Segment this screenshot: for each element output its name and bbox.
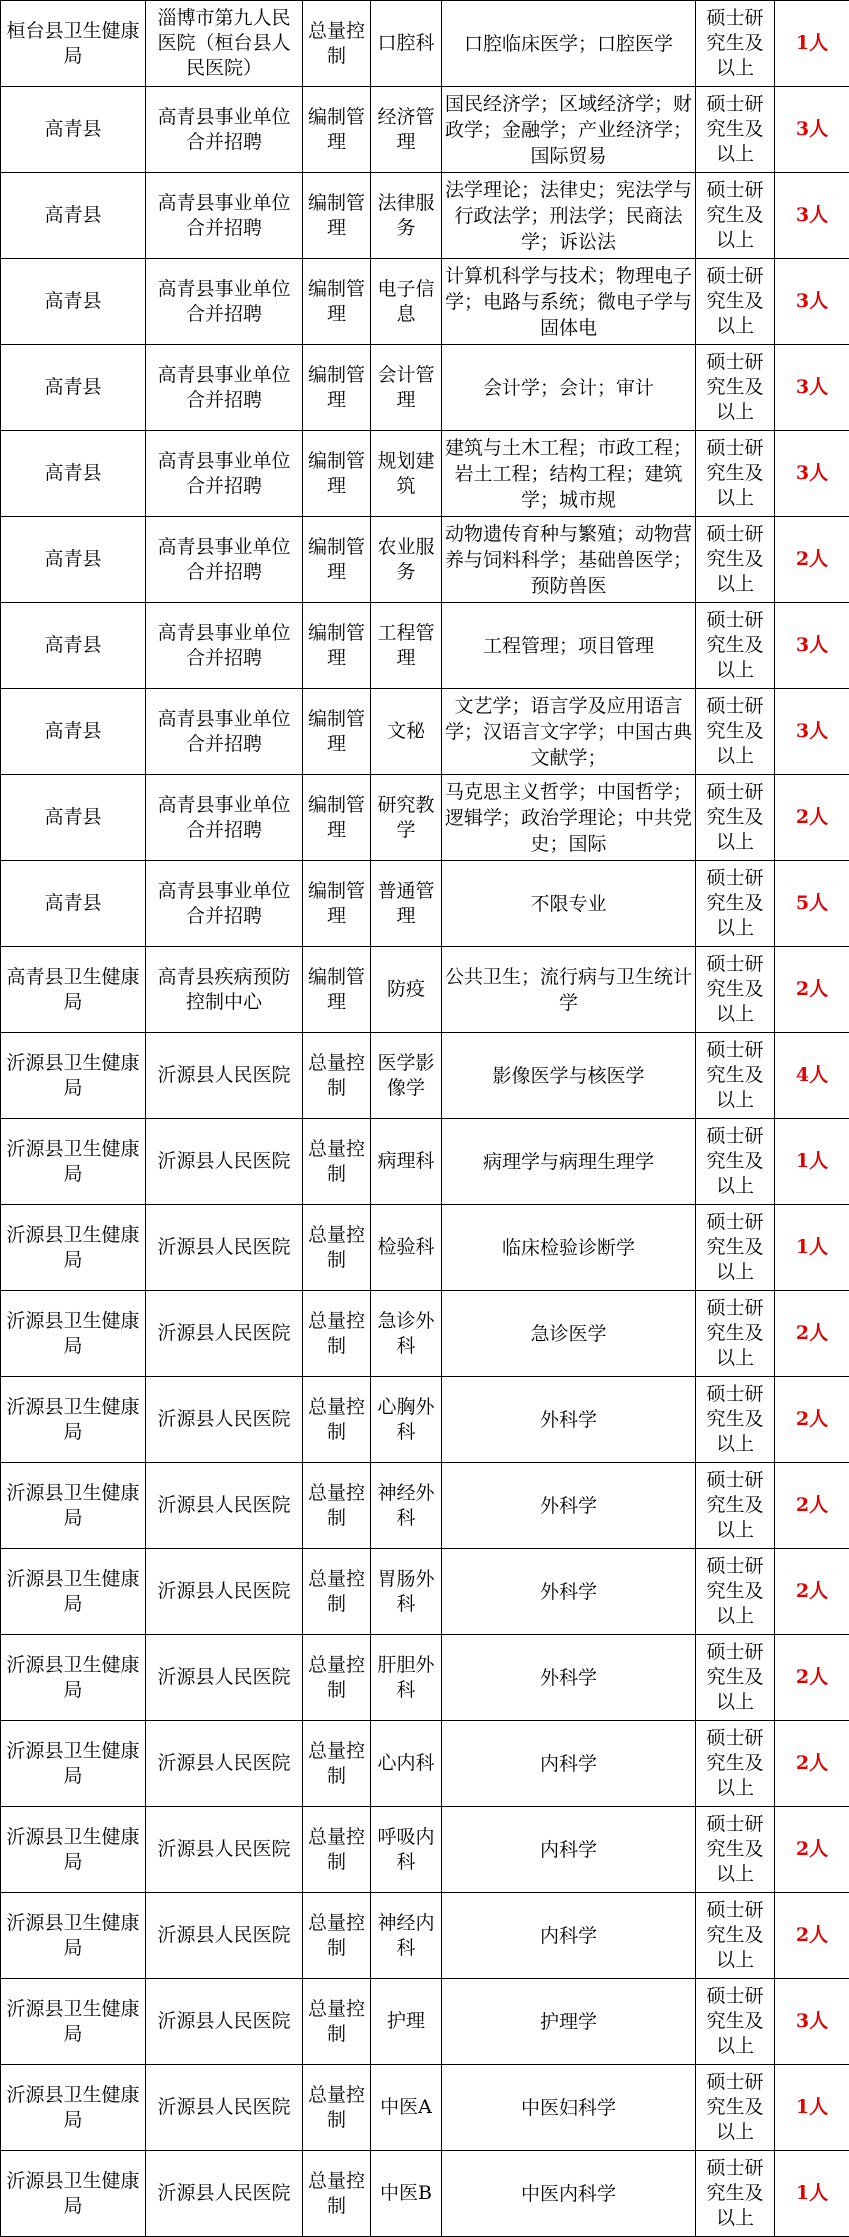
cell-type: 总量控制 [303, 1377, 371, 1463]
cell-edu: 硕士研究生及以上 [696, 2151, 775, 2237]
cell-major [442, 1119, 696, 1205]
cell-post: 心胸外科 [371, 1377, 442, 1463]
cell-major [442, 775, 696, 861]
cell-post: 神经内科 [371, 1893, 442, 1979]
cell-type: 总量控制 [303, 1291, 371, 1377]
cell-type: 总量控制 [303, 1205, 371, 1291]
table-row [1, 1119, 849, 1205]
cell-count: 3人 [775, 87, 849, 173]
cell-major [442, 1205, 696, 1291]
cell-count: 3人 [775, 431, 849, 517]
cell-unit: 高青县事业单位合并招聘 [146, 775, 303, 861]
cell-major [442, 689, 696, 775]
cell-major [442, 1807, 696, 1893]
cell-post: 中医B [371, 2151, 442, 2237]
cell-unit: 沂源县人民医院 [146, 1721, 303, 1807]
cell-edu: 硕士研究生及以上 [696, 1119, 775, 1205]
cell-unit: 高青县事业单位合并招聘 [146, 345, 303, 431]
cell-post: 胃肠外科 [371, 1549, 442, 1635]
cell-type: 总量控制 [303, 1893, 371, 1979]
cell-edu: 硕士研究生及以上 [696, 431, 775, 517]
cell-unit: 高青县事业单位合并招聘 [146, 689, 303, 775]
cell-post: 电子信息 [371, 259, 442, 345]
cell-dept: 沂源县卫生健康局 [1, 1807, 146, 1893]
cell-dept: 高青县 [1, 603, 146, 689]
cell-post: 防疫 [371, 947, 442, 1033]
cell-major-text: 护理学 [539, 2010, 597, 2033]
cell-unit: 沂源县人民医院 [146, 1549, 303, 1635]
cell-edu: 硕士研究生及以上 [696, 1807, 775, 1893]
cell-edu: 硕士研究生及以上 [696, 947, 775, 1033]
cell-major-text: 中医妇科学 [520, 2096, 616, 2119]
cell-count: 1人 [775, 1205, 849, 1291]
cell-unit: 沂源县人民医院 [146, 1119, 303, 1205]
cell-edu: 硕士研究生及以上 [696, 1549, 775, 1635]
cell-dept: 沂源县卫生健康局 [1, 1979, 146, 2065]
cell-edu: 硕士研究生及以上 [696, 2065, 775, 2151]
cell-major [442, 259, 696, 345]
cell-unit: 沂源县人民医院 [146, 2151, 303, 2237]
cell-count: 2人 [775, 1893, 849, 1979]
cell-edu: 硕士研究生及以上 [696, 1721, 775, 1807]
cell-count: 1人 [775, 1119, 849, 1205]
cell-type: 总量控制 [303, 2151, 371, 2237]
cell-post: 呼吸内科 [371, 1807, 442, 1893]
table-row [1, 87, 849, 173]
cell-major-text: 建筑与土木工程；市政工程；岩土工程；结构工程；建筑学；城市规 [445, 436, 692, 511]
cell-edu: 硕士研究生及以上 [696, 1205, 775, 1291]
cell-major-text: 外科学 [539, 1666, 597, 1689]
cell-post: 护理 [371, 1979, 442, 2065]
cell-unit: 沂源县人民医院 [146, 1893, 303, 1979]
cell-post: 会计管理 [371, 345, 442, 431]
table-row [1, 947, 849, 1033]
cell-unit: 沂源县人民医院 [146, 1033, 303, 1119]
cell-dept: 沂源县卫生健康局 [1, 1721, 146, 1807]
cell-post: 普通管理 [371, 861, 442, 947]
cell-major-text: 口腔临床医学；口腔医学 [463, 32, 673, 55]
table-row [1, 1463, 849, 1549]
cell-edu: 硕士研究生及以上 [696, 689, 775, 775]
cell-count: 5人 [775, 861, 849, 947]
cell-count: 3人 [775, 1979, 849, 2065]
cell-major [442, 1549, 696, 1635]
cell-type: 编制管理 [303, 431, 371, 517]
cell-major-text: 内科学 [539, 1752, 597, 1775]
cell-count: 2人 [775, 1291, 849, 1377]
cell-major [442, 1979, 696, 2065]
cell-dept: 沂源县卫生健康局 [1, 1205, 146, 1291]
cell-unit: 高青县事业单位合并招聘 [146, 431, 303, 517]
cell-major [442, 1291, 696, 1377]
table-row [1, 1635, 849, 1721]
cell-dept: 沂源县卫生健康局 [1, 1033, 146, 1119]
cell-major [442, 2151, 696, 2237]
cell-unit: 高青县事业单位合并招聘 [146, 517, 303, 603]
cell-unit: 沂源县人民医院 [146, 1291, 303, 1377]
cell-count: 2人 [775, 775, 849, 861]
cell-major-text: 计算机科学与技术；物理电子学；电路与系统；微电子学与固体电 [445, 264, 692, 339]
cell-count: 2人 [775, 1635, 849, 1721]
cell-count: 2人 [775, 517, 849, 603]
cell-post: 口腔科 [371, 1, 442, 87]
cell-dept: 沂源县卫生健康局 [1, 1893, 146, 1979]
cell-unit: 高青县事业单位合并招聘 [146, 87, 303, 173]
cell-major-text: 影像医学与核医学 [492, 1064, 645, 1087]
cell-dept: 沂源县卫生健康局 [1, 2065, 146, 2151]
cell-post: 经济管理 [371, 87, 442, 173]
cell-type: 总量控制 [303, 1635, 371, 1721]
cell-major [442, 947, 696, 1033]
cell-major [442, 1635, 696, 1721]
cell-dept: 高青县 [1, 775, 146, 861]
cell-major-text: 动物遗传育种与繁殖；动物营养与饲料科学；基础兽医学；预防兽医 [445, 522, 692, 597]
table-row [1, 1721, 849, 1807]
cell-count: 1人 [775, 2151, 849, 2237]
cell-unit: 高青县事业单位合并招聘 [146, 259, 303, 345]
cell-major [442, 345, 696, 431]
cell-edu: 硕士研究生及以上 [696, 1979, 775, 2065]
cell-unit: 高青县事业单位合并招聘 [146, 603, 303, 689]
cell-major-text: 不限专业 [530, 892, 607, 915]
cell-count: 2人 [775, 1549, 849, 1635]
cell-count: 4人 [775, 1033, 849, 1119]
cell-major-text: 中医内科学 [520, 2182, 616, 2205]
cell-count: 2人 [775, 947, 849, 1033]
cell-major [442, 1721, 696, 1807]
cell-post: 农业服务 [371, 517, 442, 603]
cell-unit: 高青县疾病预防控制中心 [146, 947, 303, 1033]
cell-count: 3人 [775, 345, 849, 431]
cell-edu: 硕士研究生及以上 [696, 861, 775, 947]
table-row [1, 1807, 849, 1893]
cell-type: 编制管理 [303, 861, 371, 947]
cell-major-text: 会计学；会计；审计 [482, 376, 654, 399]
cell-type: 总量控制 [303, 1033, 371, 1119]
cell-dept: 桓台县卫生健康局 [1, 1, 146, 87]
cell-unit: 沂源县人民医院 [146, 1205, 303, 1291]
cell-unit: 高青县事业单位合并招聘 [146, 173, 303, 259]
cell-major [442, 173, 696, 259]
cell-dept: 高青县 [1, 517, 146, 603]
table-row [1, 173, 849, 259]
cell-unit: 沂源县人民医院 [146, 1979, 303, 2065]
table-row [1, 345, 849, 431]
cell-count: 2人 [775, 1463, 849, 1549]
cell-type: 总量控制 [303, 1119, 371, 1205]
cell-major-text: 工程管理；项目管理 [482, 634, 654, 657]
cell-type: 编制管理 [303, 173, 371, 259]
cell-edu: 硕士研究生及以上 [696, 1, 775, 87]
cell-post: 中医A [371, 2065, 442, 2151]
cell-count: 1人 [775, 2065, 849, 2151]
table-row [1, 1893, 849, 1979]
cell-edu: 硕士研究生及以上 [696, 775, 775, 861]
cell-major-text: 国民经济学；区域经济学；财政学；金融学；产业经济学；国际贸易 [445, 92, 692, 167]
cell-major-text: 公共卫生；流行病与卫生统计学 [445, 965, 692, 1014]
table-row [1, 689, 849, 775]
cell-unit: 淄博市第九人民医院（桓台县人民医院） [146, 1, 303, 87]
cell-unit: 沂源县人民医院 [146, 1635, 303, 1721]
cell-post: 文秘 [371, 689, 442, 775]
cell-major [442, 2065, 696, 2151]
cell-edu: 硕士研究生及以上 [696, 1635, 775, 1721]
cell-post: 规划建筑 [371, 431, 442, 517]
cell-post: 检验科 [371, 1205, 442, 1291]
cell-unit: 沂源县人民医院 [146, 1377, 303, 1463]
cell-dept: 沂源县卫生健康局 [1, 2151, 146, 2237]
cell-major-text: 外科学 [539, 1408, 597, 1431]
cell-post: 研究教学 [371, 775, 442, 861]
cell-dept: 高青县 [1, 87, 146, 173]
cell-dept: 高青县 [1, 861, 146, 947]
cell-edu: 硕士研究生及以上 [696, 517, 775, 603]
cell-dept: 高青县 [1, 689, 146, 775]
table-row [1, 775, 849, 861]
cell-type: 总量控制 [303, 1979, 371, 2065]
cell-major [442, 431, 696, 517]
cell-post: 肝胆外科 [371, 1635, 442, 1721]
cell-post: 病理科 [371, 1119, 442, 1205]
cell-type: 编制管理 [303, 87, 371, 173]
cell-dept: 沂源县卫生健康局 [1, 1119, 146, 1205]
cell-major [442, 517, 696, 603]
cell-type: 总量控制 [303, 1549, 371, 1635]
cell-type: 总量控制 [303, 1721, 371, 1807]
cell-major-text: 外科学 [539, 1494, 597, 1517]
cell-post: 法律服务 [371, 173, 442, 259]
cell-major-text: 内科学 [539, 1924, 597, 1947]
cell-major [442, 1463, 696, 1549]
table-row [1, 517, 849, 603]
cell-edu: 硕士研究生及以上 [696, 1463, 775, 1549]
cell-edu: 硕士研究生及以上 [696, 345, 775, 431]
cell-post: 医学影像学 [371, 1033, 442, 1119]
cell-dept: 高青县 [1, 431, 146, 517]
cell-major-text: 马克思主义哲学；中国哲学；逻辑学；政治学理论；中共党史；国际 [445, 780, 692, 855]
cell-major-text: 急诊医学 [530, 1322, 607, 1345]
cell-post: 工程管理 [371, 603, 442, 689]
cell-post: 神经外科 [371, 1463, 442, 1549]
cell-count: 2人 [775, 1721, 849, 1807]
cell-major-text: 法学理论；法律史；宪法学与行政法学；刑法学；民商法学；诉讼法 [445, 178, 692, 253]
cell-edu: 硕士研究生及以上 [696, 1033, 775, 1119]
cell-major-text: 文艺学；语言学及应用语言学；汉语言文字学；中国古典文献学； [445, 694, 692, 769]
table-row [1, 2151, 849, 2237]
cell-major [442, 1893, 696, 1979]
cell-type: 编制管理 [303, 259, 371, 345]
cell-edu: 硕士研究生及以上 [696, 603, 775, 689]
cell-edu: 硕士研究生及以上 [696, 1893, 775, 1979]
cell-count: 1人 [775, 1, 849, 87]
cell-count: 3人 [775, 173, 849, 259]
cell-dept: 高青县 [1, 345, 146, 431]
cell-unit: 高青县事业单位合并招聘 [146, 861, 303, 947]
cell-count: 3人 [775, 689, 849, 775]
cell-major-text: 内科学 [539, 1838, 597, 1861]
cell-dept: 高青县卫生健康局 [1, 947, 146, 1033]
cell-unit: 沂源县人民医院 [146, 2065, 303, 2151]
cell-dept: 沂源县卫生健康局 [1, 1549, 146, 1635]
cell-major [442, 1033, 696, 1119]
cell-major-text: 病理学与病理生理学 [482, 1150, 654, 1173]
cell-dept: 沂源县卫生健康局 [1, 1377, 146, 1463]
cell-type: 总量控制 [303, 1807, 371, 1893]
cell-count: 2人 [775, 1377, 849, 1463]
cell-dept: 沂源县卫生健康局 [1, 1635, 146, 1721]
cell-type: 编制管理 [303, 775, 371, 861]
cell-count: 3人 [775, 603, 849, 689]
cell-edu: 硕士研究生及以上 [696, 1377, 775, 1463]
table-row [1, 1033, 849, 1119]
cell-major [442, 861, 696, 947]
table-row [1, 1549, 849, 1635]
cell-major [442, 603, 696, 689]
cell-dept: 沂源县卫生健康局 [1, 1291, 146, 1377]
cell-dept: 高青县 [1, 259, 146, 345]
table-row [1, 1, 849, 87]
cell-post: 急诊外科 [371, 1291, 442, 1377]
cell-type: 编制管理 [303, 947, 371, 1033]
cell-type: 总量控制 [303, 1463, 371, 1549]
cell-dept: 高青县 [1, 173, 146, 259]
cell-type: 编制管理 [303, 603, 371, 689]
table-row [1, 1979, 849, 2065]
table-row [1, 1377, 849, 1463]
table-row [1, 1205, 849, 1291]
cell-major-text: 临床检验诊断学 [501, 1236, 635, 1259]
cell-edu: 硕士研究生及以上 [696, 87, 775, 173]
cell-major-text: 外科学 [539, 1580, 597, 1603]
cell-dept: 沂源县卫生健康局 [1, 1463, 146, 1549]
cell-edu: 硕士研究生及以上 [696, 1291, 775, 1377]
cell-type: 编制管理 [303, 517, 371, 603]
cell-edu: 硕士研究生及以上 [696, 259, 775, 345]
cell-edu: 硕士研究生及以上 [696, 173, 775, 259]
cell-type: 总量控制 [303, 2065, 371, 2151]
cell-type: 总量控制 [303, 1, 371, 87]
cell-major [442, 87, 696, 173]
cell-post: 心内科 [371, 1721, 442, 1807]
cell-count: 2人 [775, 1807, 849, 1893]
cell-type: 编制管理 [303, 689, 371, 775]
table-row [1, 259, 849, 345]
cell-count: 3人 [775, 259, 849, 345]
cell-major [442, 1, 696, 87]
table-row [1, 861, 849, 947]
table-row [1, 431, 849, 517]
table-row [1, 1291, 849, 1377]
cell-unit: 沂源县人民医院 [146, 1463, 303, 1549]
cell-type: 编制管理 [303, 345, 371, 431]
cell-major [442, 1377, 696, 1463]
table-row [1, 2065, 849, 2151]
cell-unit: 沂源县人民医院 [146, 1807, 303, 1893]
table-row [1, 603, 849, 689]
